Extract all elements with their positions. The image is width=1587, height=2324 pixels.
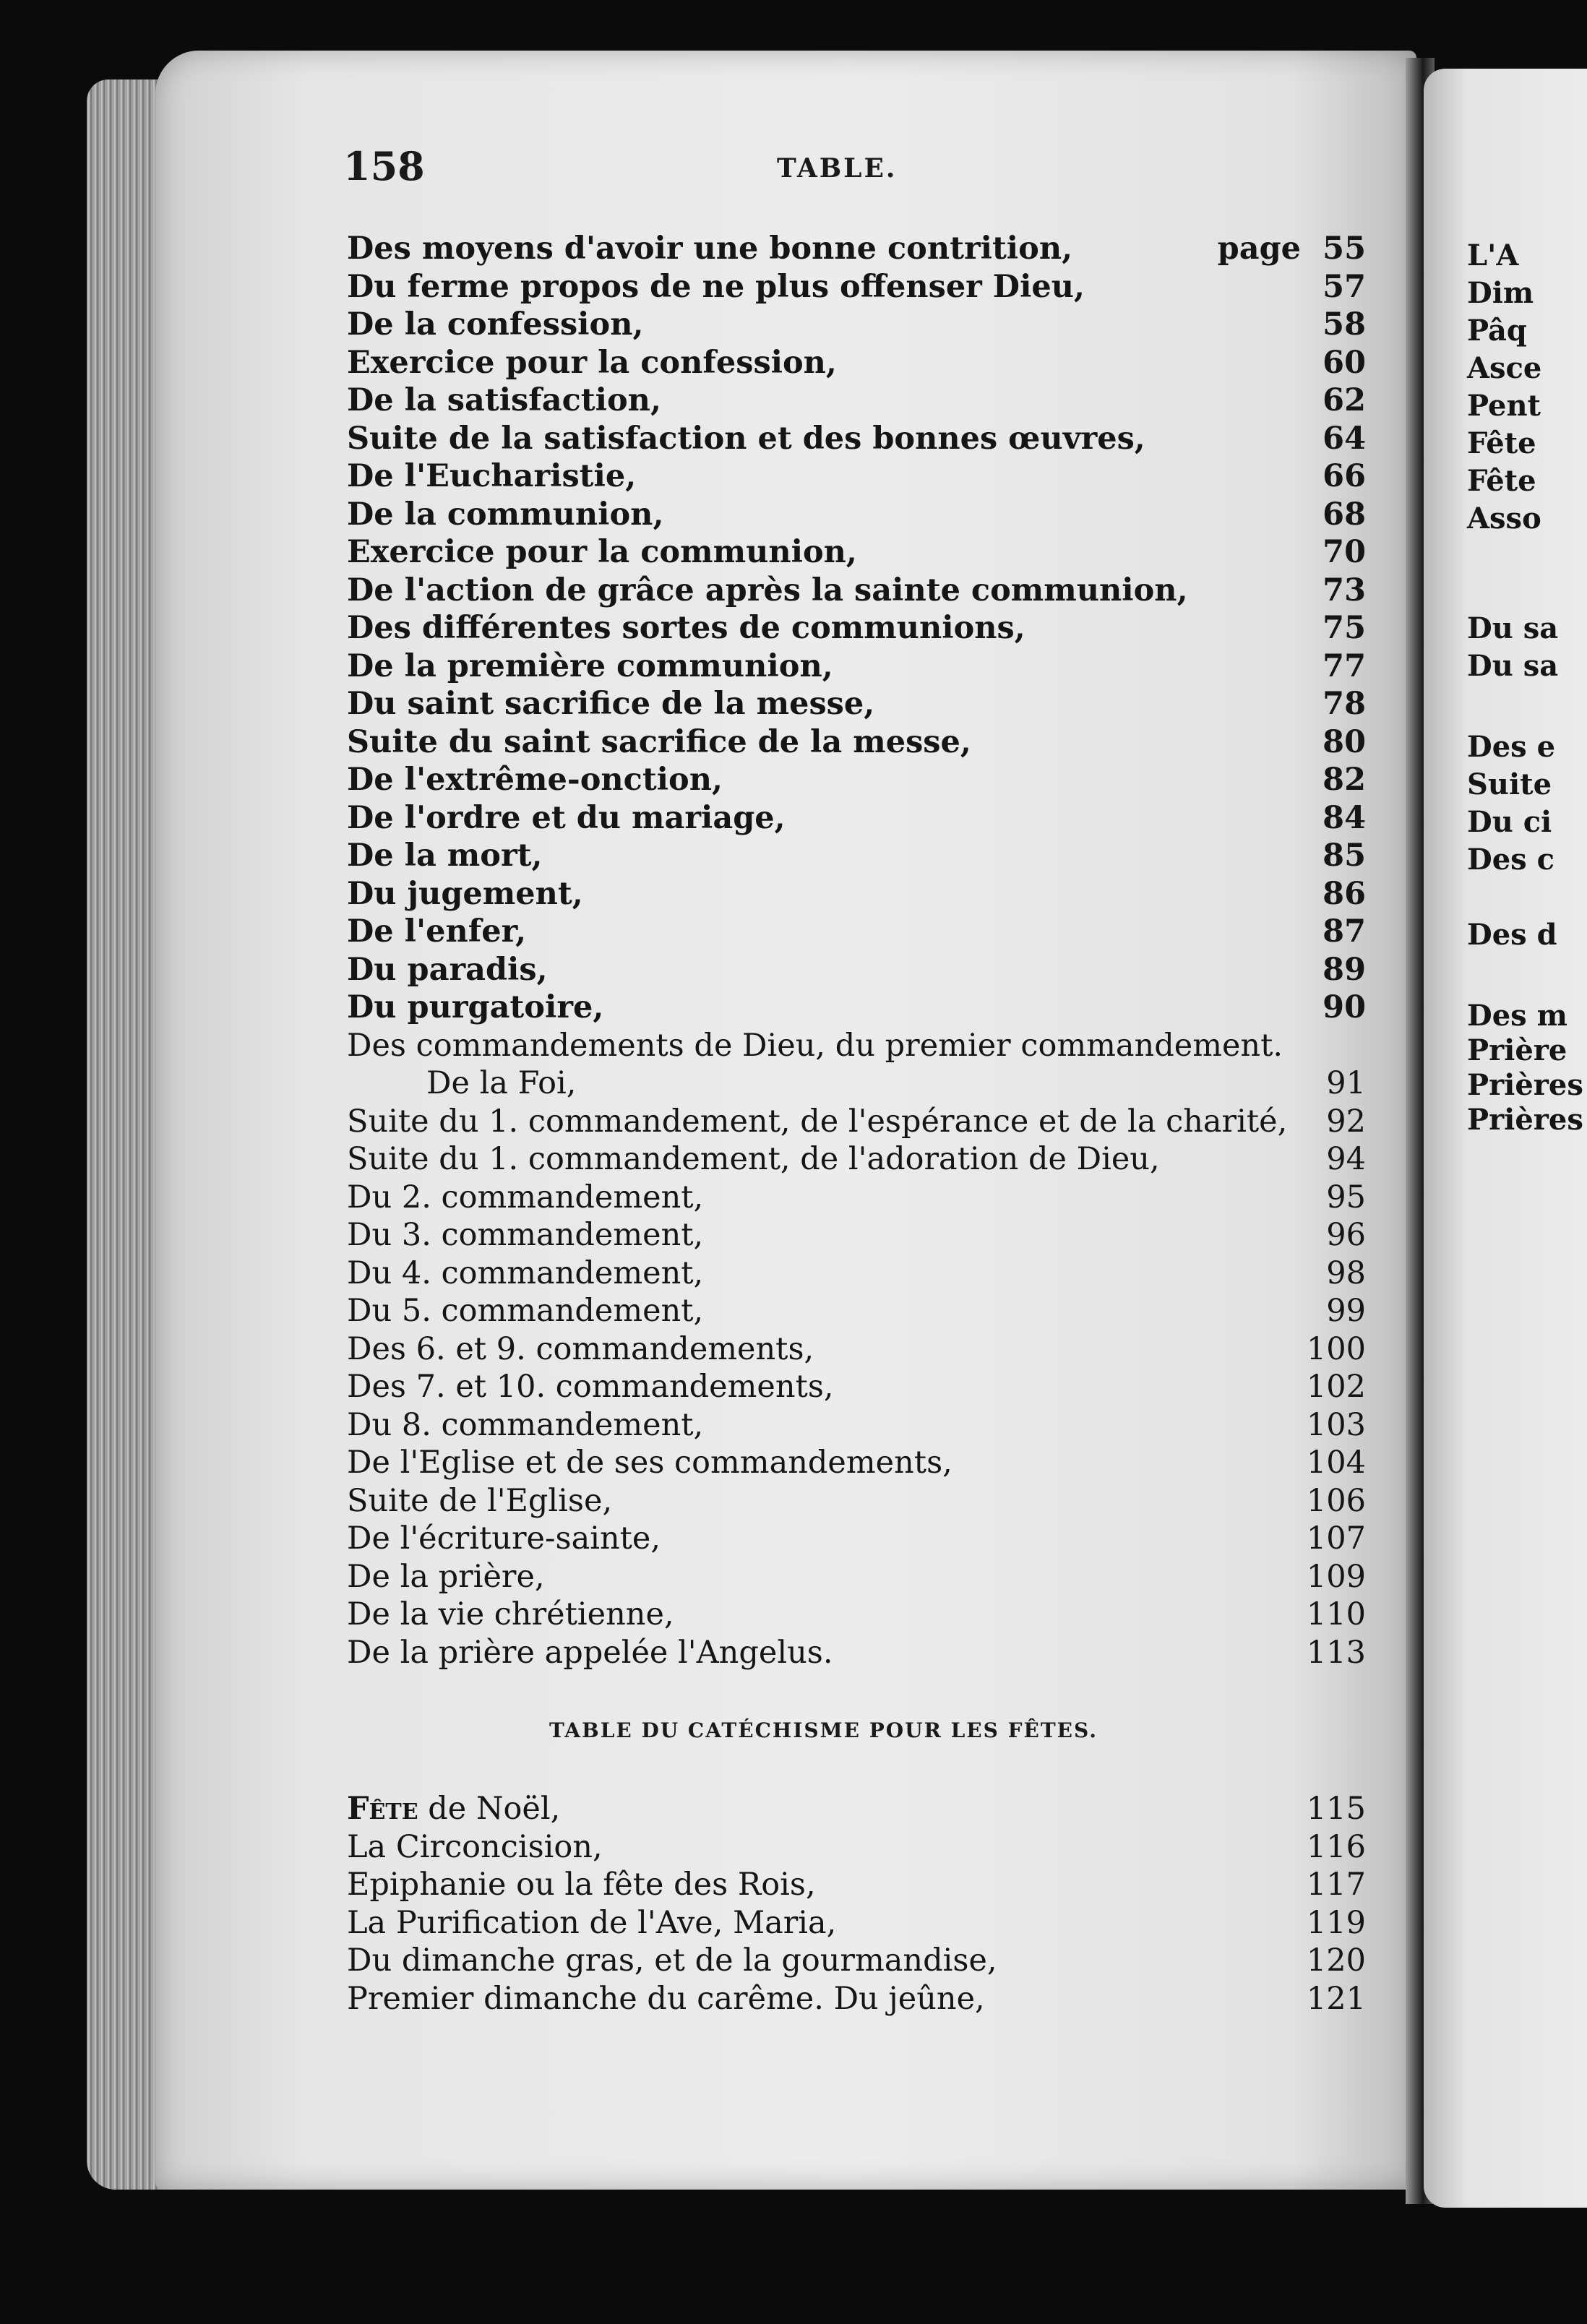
toc-entry-page: 96	[1326, 1217, 1366, 1253]
toc-entry	[347, 496, 1366, 534]
right-page-text-fragment: Des e	[1467, 730, 1556, 764]
toc-entry-page: 87	[1322, 913, 1366, 950]
toc-entry	[347, 230, 1366, 268]
toc-entry-page: 121	[1306, 1980, 1366, 2017]
toc-entry-title: De la prière,	[347, 1558, 545, 1595]
toc-entry-title: Suite du saint sacrifice de la messe,	[347, 723, 971, 760]
toc-entry-page: 116	[1306, 1828, 1366, 1865]
right-page-text-fragment: Pent	[1467, 389, 1541, 423]
toc-entry	[347, 1444, 1366, 1482]
toc-entry-title: De la prière appelée l'Angelus.	[347, 1634, 833, 1671]
toc-entry	[347, 1140, 1366, 1179]
toc-entry-title: Epiphanie ou la fête des Rois,	[347, 1867, 816, 1903]
toc-entry-page: 75	[1322, 610, 1366, 646]
toc-entry-title: De la Foi,	[426, 1065, 577, 1101]
toc-entry	[347, 1790, 1366, 1828]
toc-entry	[347, 1216, 1366, 1254]
toc-entry-page: 99	[1326, 1293, 1366, 1329]
toc-entry-title: Premier dimanche du carême. Du jeûne,	[347, 1980, 985, 2017]
toc-entry-title: Suite du 1. commandement, de l'espérance et de la charité,	[347, 1103, 1288, 1140]
right-page-text-fragment: L'A	[1467, 238, 1519, 272]
toc-entry-title: Du ferme propos de ne plus offenser Dieu,	[347, 268, 1085, 305]
toc-entry-page: 110	[1306, 1596, 1366, 1632]
toc-entry-title: Des différentes sortes de communions,	[347, 610, 1025, 646]
toc-entry	[347, 609, 1366, 647]
toc-entry	[347, 1904, 1366, 1942]
toc-entry-title: La Purification de l'Ave, Maria,	[347, 1904, 837, 1941]
toc-entry-title: De l'Eucharistie,	[347, 458, 637, 494]
toc-entry-page: 70	[1322, 534, 1366, 570]
toc-entry	[347, 457, 1366, 496]
feasts-table-of-contents	[347, 1790, 1366, 2018]
toc-entry-page: 86	[1322, 875, 1366, 912]
toc-entry	[347, 1103, 1366, 1141]
toc-entry-title: Des 7. et 10. commandements,	[347, 1369, 834, 1405]
toc-entry-page: 64	[1322, 420, 1366, 457]
toc-entry	[347, 1942, 1366, 1980]
right-page-text-fragment: Du ci	[1467, 805, 1552, 839]
toc-entry-title: Du paradis,	[347, 951, 548, 988]
toc-entry-page: 78	[1322, 686, 1366, 722]
right-page-text-fragment: Asce	[1467, 351, 1542, 385]
toc-entry-title: Du jugement,	[347, 875, 583, 912]
toc-entry-page: 91	[1326, 1065, 1366, 1101]
toc-entry-title: Suite de l'Eglise,	[347, 1482, 613, 1519]
right-page-text-fragment: Des c	[1467, 843, 1554, 877]
toc-entry-page: 62	[1322, 382, 1366, 418]
toc-entry-page: 107	[1306, 1520, 1366, 1557]
toc-entry-page: 115	[1306, 1791, 1366, 1827]
toc-entry-title	[347, 1790, 560, 1828]
table-of-contents	[347, 230, 1366, 1671]
toc-entry	[347, 1254, 1366, 1293]
toc-entry	[347, 1064, 1366, 1103]
right-page-text-fragment: Du sa	[1467, 611, 1559, 645]
toc-entry	[347, 685, 1366, 723]
toc-entry-title: Suite du 1. commandement, de l'adoration de Dieu,	[347, 1141, 1160, 1177]
right-page-text-fragment: Pâq	[1467, 314, 1527, 348]
toc-entry	[347, 647, 1366, 686]
running-head: TABLE.	[777, 153, 898, 184]
right-page-text-fragment: Des d	[1467, 918, 1557, 952]
toc-entry	[347, 1292, 1366, 1330]
toc-entry-title: De l'écriture-sainte,	[347, 1520, 661, 1557]
toc-entry-page: 117	[1306, 1867, 1366, 1903]
toc-entry	[347, 951, 1366, 989]
toc-entry-page: 58	[1322, 306, 1366, 343]
right-page-text-fragment: Fête	[1467, 426, 1536, 460]
toc-entry	[347, 1828, 1366, 1867]
right-page-text-fragment: Dim	[1467, 276, 1534, 310]
toc-entry-title: De l'enfer,	[347, 913, 527, 950]
toc-entry-page: 100	[1306, 1330, 1366, 1367]
toc-entry-title: Du 8. commandement,	[347, 1406, 704, 1443]
toc-entry	[347, 1482, 1366, 1520]
toc-entry	[347, 306, 1366, 344]
toc-entry	[347, 1866, 1366, 1904]
toc-entry	[347, 1596, 1366, 1634]
toc-entry	[347, 1634, 1366, 1672]
page-edges	[87, 79, 166, 2190]
toc-entry-page-prefix: page	[1217, 231, 1301, 267]
toc-entry-page: 90	[1322, 989, 1366, 1025]
toc-entry-page: 106	[1306, 1482, 1366, 1519]
toc-entry	[347, 1980, 1366, 2018]
toc-entry-page: 89	[1322, 951, 1366, 988]
toc-entry-title: Des moyens d'avoir une bonne contrition,	[347, 231, 1073, 267]
toc-entry	[347, 382, 1366, 420]
toc-entry	[347, 1179, 1366, 1217]
toc-entry	[347, 420, 1366, 458]
toc-entry-page: 73	[1322, 572, 1366, 608]
toc-entry	[347, 837, 1366, 875]
section-heading: TABLE DU CATÉCHISME POUR LES FÊTES.	[549, 1718, 1098, 1742]
right-page-text-fragment: Prière	[1467, 1033, 1567, 1067]
toc-entry-page: 84	[1322, 799, 1366, 836]
toc-entry-title: Du 4. commandement,	[347, 1254, 704, 1291]
right-page-text-fragment: Du sa	[1467, 649, 1559, 683]
toc-entry-page: 102	[1306, 1369, 1366, 1405]
toc-entry	[347, 761, 1366, 799]
toc-entry	[347, 1520, 1366, 1558]
toc-entry-title: Exercice pour la communion,	[347, 534, 857, 570]
toc-entry-title: De l'extrême-onction,	[347, 762, 723, 798]
toc-entry-title: Suite de la satisfaction et des bonnes œuvres,	[347, 420, 1145, 457]
toc-entry	[347, 989, 1366, 1027]
toc-entry-page: 119	[1306, 1904, 1366, 1941]
toc-entry-title: De l'action de grâce après la sainte communion,	[347, 572, 1188, 608]
toc-entry-title: Du purgatoire,	[347, 989, 604, 1025]
toc-entry-title: De la vie chrétienne,	[347, 1596, 674, 1632]
toc-entry-title: De la mort,	[347, 838, 543, 874]
toc-entry-page: 103	[1306, 1406, 1366, 1443]
toc-entry-title: De l'ordre et du mariage,	[347, 799, 786, 836]
toc-entry-title: Exercice pour la confession,	[347, 344, 837, 381]
toc-entry	[347, 1406, 1366, 1445]
toc-entry-page: 77	[1322, 647, 1366, 684]
toc-entry	[347, 533, 1366, 572]
right-page-text-fragment: Des m	[1467, 999, 1567, 1033]
toc-entry-page: 85	[1322, 838, 1366, 874]
toc-entry	[347, 1027, 1366, 1065]
toc-entry	[347, 913, 1366, 951]
toc-entry	[347, 344, 1366, 382]
toc-entry-page: 92	[1326, 1103, 1366, 1140]
toc-entry	[347, 268, 1366, 306]
toc-entry-page: 98	[1326, 1254, 1366, 1291]
toc-entry-title: Du 3. commandement,	[347, 1217, 704, 1253]
toc-entry-title: De la communion,	[347, 496, 664, 533]
toc-entry-title: De l'Eglise et de ses commandements,	[347, 1445, 952, 1481]
right-page-text-fragment: Prières	[1467, 1068, 1583, 1102]
toc-entry-title-caps: Fête	[347, 1791, 418, 1827]
toc-entry-title: Du 5. commandement,	[347, 1293, 704, 1329]
toc-entry-page: 82	[1322, 762, 1366, 798]
toc-entry-title: De la confession,	[347, 306, 644, 343]
toc-entry-title: De la satisfaction,	[347, 382, 661, 418]
toc-entry-page: 113	[1306, 1634, 1366, 1671]
toc-entry	[347, 1368, 1366, 1406]
page-number: 158	[343, 143, 425, 189]
toc-entry-page: 57	[1322, 268, 1366, 305]
right-page-text-fragment: Suite	[1467, 767, 1552, 801]
toc-entry-title: Du saint sacrifice de la messe,	[347, 686, 875, 722]
toc-entry-page: 66	[1322, 458, 1366, 494]
toc-entry	[347, 875, 1366, 913]
toc-entry-page: 94	[1326, 1141, 1366, 1177]
toc-entry-title: Du 2. commandement,	[347, 1179, 704, 1215]
toc-entry-title: Du dimanche gras, et de la gourmandise,	[347, 1942, 997, 1979]
right-page-text-fragment: Fête	[1467, 464, 1536, 498]
toc-entry-page: 55	[1322, 231, 1366, 267]
toc-entry-page: 109	[1306, 1558, 1366, 1595]
toc-entry	[347, 1558, 1366, 1596]
toc-entry-page: 60	[1322, 344, 1366, 381]
right-page-text-fragment: Asso	[1467, 502, 1541, 535]
toc-entry-title: La Circoncision,	[347, 1828, 603, 1865]
toc-entry-page: 68	[1322, 496, 1366, 533]
toc-entry-page: 95	[1326, 1179, 1366, 1215]
toc-entry-title: De la première communion,	[347, 647, 833, 684]
toc-entry	[347, 572, 1366, 610]
toc-entry-title: Des commandements de Dieu, du premier commandement.	[347, 1027, 1283, 1064]
toc-entry	[347, 799, 1366, 838]
toc-entry-title-rest: de Noël,	[418, 1791, 561, 1827]
toc-entry	[347, 1330, 1366, 1369]
toc-entry-page: 120	[1306, 1942, 1366, 1979]
toc-entry-title: Des 6. et 9. commandements,	[347, 1330, 814, 1367]
toc-entry	[347, 723, 1366, 762]
right-page-text-fragment: Prières	[1467, 1103, 1583, 1137]
toc-entry-page: 80	[1322, 723, 1366, 760]
toc-entry-page: 104	[1306, 1445, 1366, 1481]
